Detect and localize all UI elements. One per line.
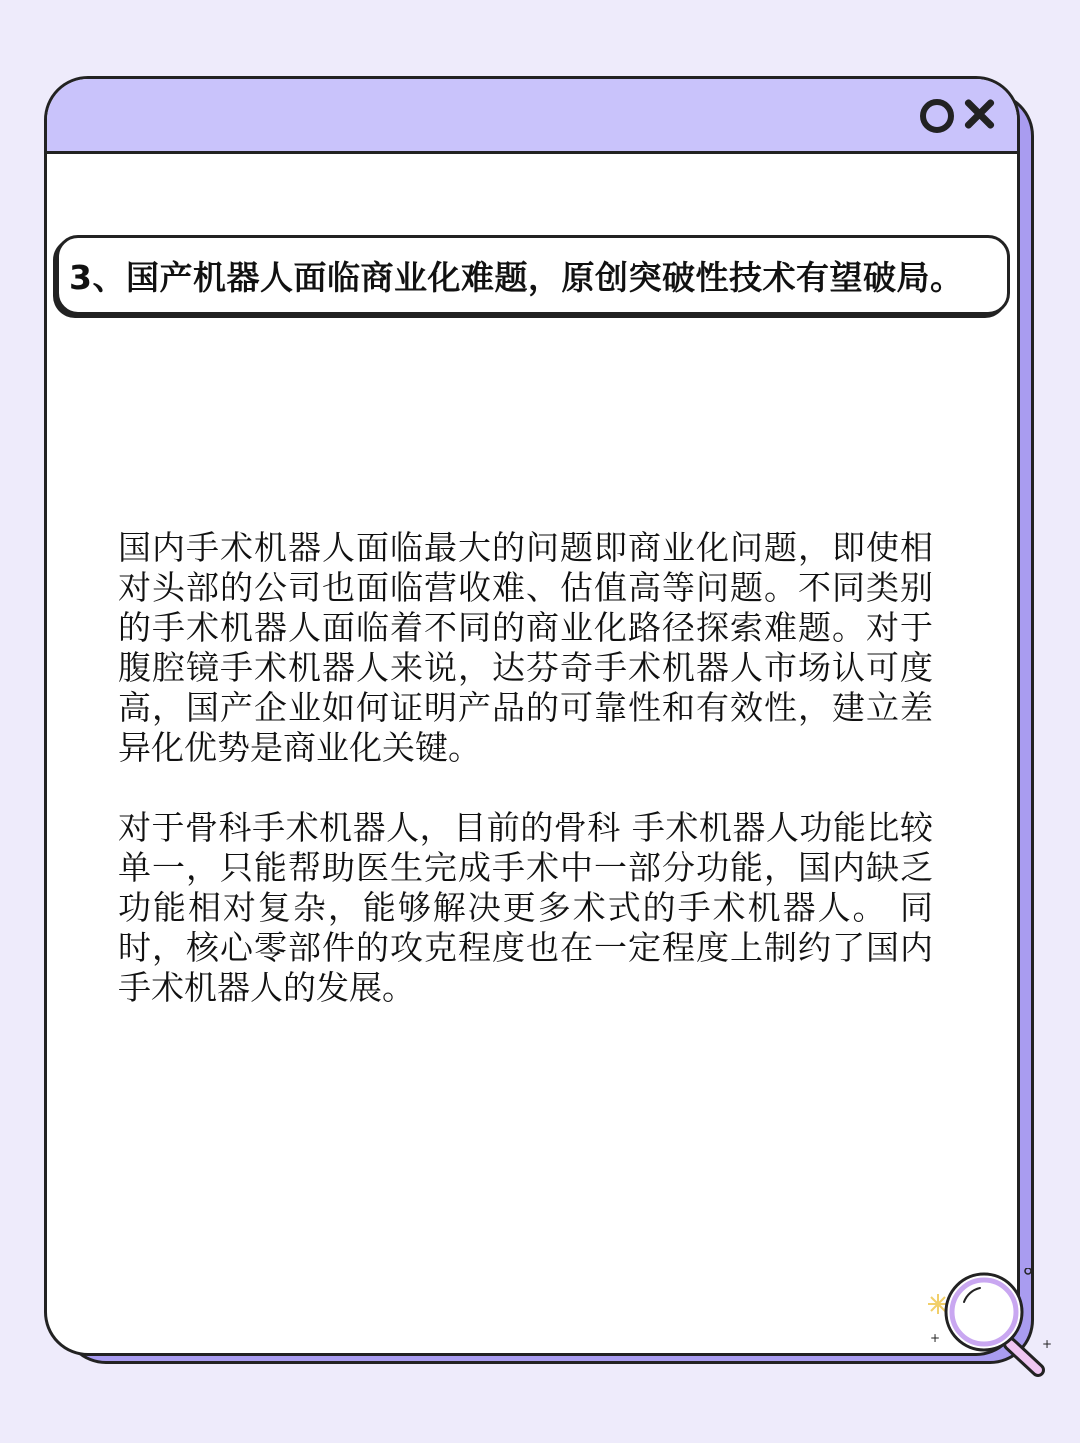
circle-icon[interactable]	[920, 99, 954, 133]
paragraph-2: 对于骨科手术机器人，目前的骨科 手术机器人功能比较单一，只能帮助医生完成手术中一部分功能，国内缺乏功能相对复杂，能够解决更多术式的手术机器人。 同时，核心零部件的攻克程度也在一定程度上制约了国内手术机器人的发展。	[118, 808, 933, 1007]
heading-box	[56, 235, 1010, 315]
close-icon[interactable]	[963, 97, 997, 131]
page-title: 3、国产机器人面临商业化难题，原创突破性技术有望破局。	[69, 257, 964, 297]
svg-text:+: +	[930, 1331, 941, 1345]
magnifier-icon	[928, 1268, 1068, 1388]
paragraph-1: 国内手术机器人面临最大的问题即商业化问题，即使相对头部的公司也面临营收难、估值高等问题。不同类别的手术机器人面临着不同的商业化路径探索难题。对于腹腔镜手术机器人来说，达芬奇手术机器人市场认可度高，国产企业如何证明产品的可靠性和有效性，建立差异化优势是商业化关键。	[118, 528, 933, 767]
svg-text:+: +	[1042, 1337, 1053, 1351]
body-content	[118, 528, 933, 1048]
title-bar	[47, 79, 1017, 154]
